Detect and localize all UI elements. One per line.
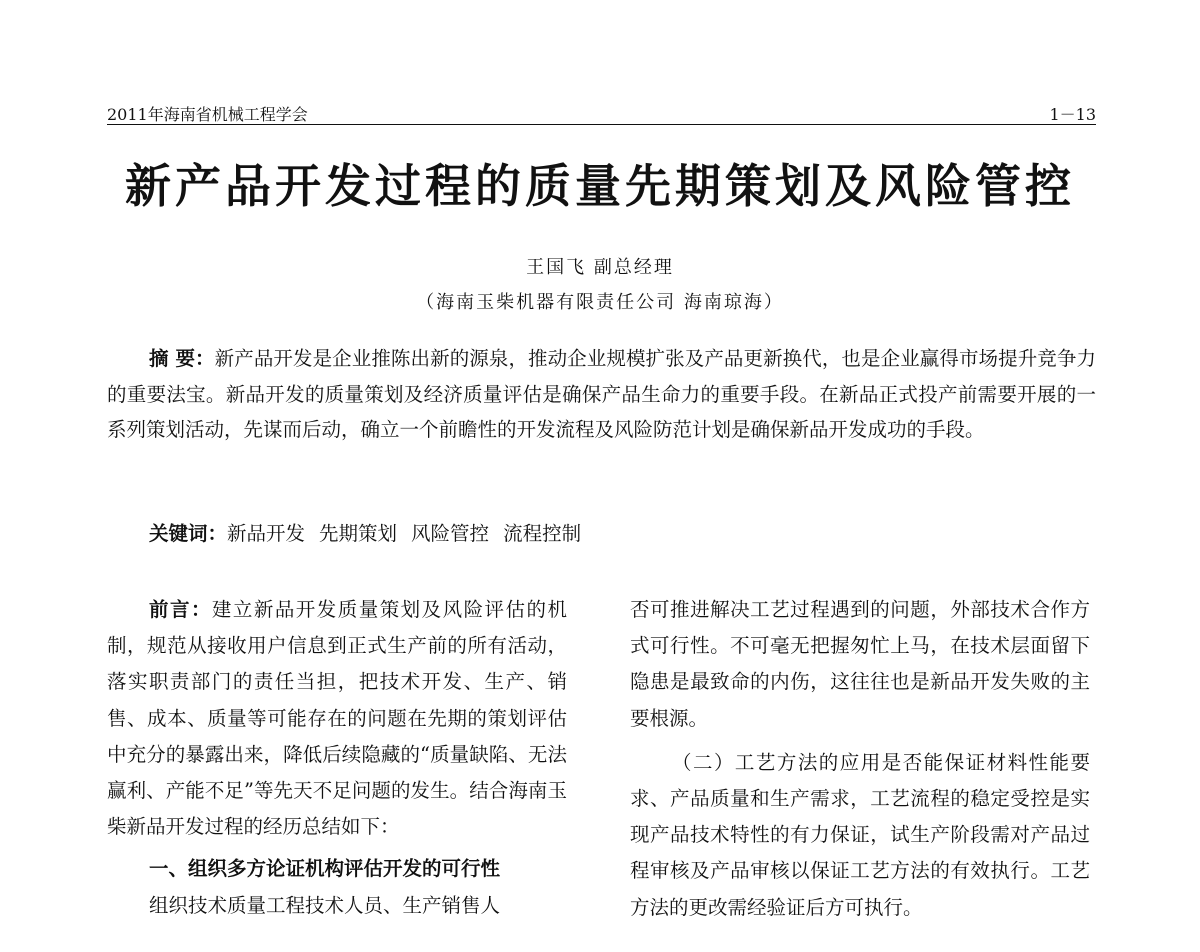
page-number: 1－13 <box>1049 105 1096 124</box>
keywords-label: 关键词： <box>149 522 228 545</box>
body-column-left <box>107 592 567 924</box>
keywords <box>107 516 1096 551</box>
keyword-item: 流程控制 <box>503 522 582 545</box>
preface-paragraph <box>107 592 567 845</box>
paper-title: 新产品开发过程的质量先期策划及风险管控 <box>125 159 1075 213</box>
affiliation-line: （海南玉柴机器有限责任公司 海南琼海） <box>416 292 784 313</box>
subsection-paragraph: （二）工艺方法的应用是否能保证材料性能要求、产品质量和生产需求，工艺流程的稳定受控是实现产品技术特性的有力保证，试生产阶段需对产品过程审核及产品审核以保证工艺方法的有效执行。工艺方法的更改需经验证后方可执行。 <box>630 750 1090 919</box>
section-heading: 一、组织多方论证机构评估开发的可行性 <box>149 857 501 881</box>
keyword-item: 新品开发 <box>227 522 306 545</box>
keyword-item: 风险管控 <box>411 522 490 545</box>
preface-label: 前言： <box>149 598 212 621</box>
body-column-right <box>630 592 1090 926</box>
running-header-conference: 2011年海南省机械工程学会 <box>107 105 308 124</box>
preface-text: 建立新品开发质量策划及风险评估的机制，规范从接收用户信息到正式生产前的所有活动，落实职责部门的责任当担，把技术开发、生产、销售、成本、质量等可能存在的问题在先期的策划评估中充分的暴露出来，降低后续隐藏的“质量缺陷、无法赢利、产能不足”等先天不足问题的发生。结合海南玉柴新品开发过程的经历总结如下： <box>107 598 567 839</box>
abstract-text: 新产品开发是企业推陈出新的源泉，推动企业规模扩张及产品更新换代，也是企业赢得市场提升竞争力的重要法宝。新品开发的质量策划及经济质量评估是确保产品生命力的重要手段。在新品正式投产前需要开展的一系列策划活动，先谋而后动，确立一个前瞻性的开发流程及风险防范计划是确保新品开发成功的手段。 <box>107 347 1096 441</box>
abstract <box>107 341 1096 448</box>
abstract-label: 摘 要： <box>149 347 215 370</box>
author-line: 王国飞 副总经理 <box>526 257 674 278</box>
header-rule <box>107 124 1096 125</box>
continued-paragraph: 否可推进解决工艺过程遇到的问题，外部技术合作方式可行性。不可毫无把握匆忙上马，在技术层面留下隐患是最致命的内伤，这往往也是新品开发失败的主要根源。 <box>630 598 1090 730</box>
section-paragraph: 组织技术质量工程技术人员、生产销售人 <box>149 893 501 917</box>
keyword-item: 先期策划 <box>319 522 398 545</box>
